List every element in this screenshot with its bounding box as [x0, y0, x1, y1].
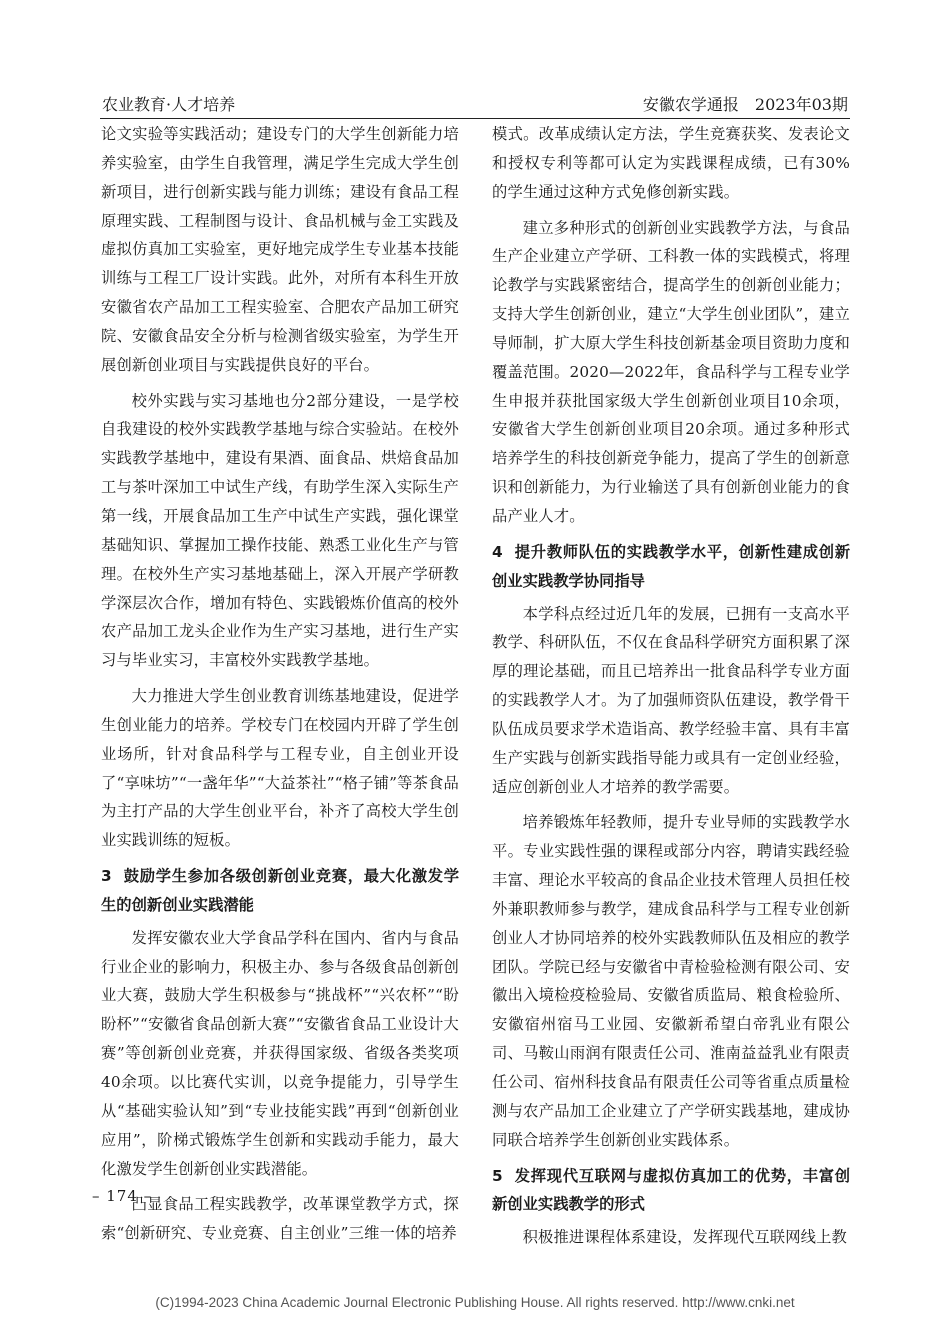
running-header: [100, 92, 850, 119]
section-number: 3: [101, 867, 112, 886]
section-number: 4: [492, 542, 503, 561]
paragraph: 模式。改革成绩认定方法，学生竞赛获奖、发表论文和授权专利等都可认定为实践课程成绩，已有30%的学生通过这种方式免修创新实践。: [492, 125, 850, 201]
paragraph: 凸显食品工程实践教学，改革课堂教学方式，探索“创新研究、专业竞赛、自主创业”三维一体的培养: [101, 1195, 459, 1243]
paragraph: 发挥安徽农业大学食品学科在国内、省内与食品行业企业的影响力，积极主办、参与各级食品创新创业大赛，鼓励大学生积极参与“挑战杯”“兴农杯”“盼盼杯”“安徽省食品创新大赛”“安徽省食品工业设计大赛”等创新创业竞赛，并获得国家级、省级各类奖项40余项。以比赛代实训，以竞争提能力，引导学生从“基础实验认知”到“专业技能实践”再到“创新创业应用”，阶梯式锻炼学生创新和实践动手能力，最大化激发学生创新创业实践潜能。: [101, 928, 459, 1178]
copyright-notice: (C)1994-2023 China Academic Journal Electronic Publishing House. All rights reserved. http://www.cnki.net: [155, 1295, 795, 1310]
section-title: 发挥现代互联网与虚拟仿真加工的优势，丰富创新创业实践教学的形式: [492, 1166, 850, 1214]
section-heading-4: [492, 538, 850, 596]
left-column: [101, 120, 459, 1255]
section-title: 提升教师队伍的实践教学水平，创新性建成创新创业实践教学协同指导: [492, 542, 850, 590]
section-heading-3: [101, 862, 459, 920]
paragraph: 培养锻炼年轻教师，提升专业导师的实践教学水平。专业实践性强的课程或部分内容，聘请实践经验丰富、理论水平较高的食品企业技术管理人员担任校外兼职教师参与教学，建成食品科学与工程专业创新创业人才协同培养的校外实践教师队伍及相应的教学团队。学院已经与安徽省中青检验检测有限公司、安徽出入境检疫检验局、安徽省质监局、粮食检验所、安徽宿州宿马工业园、安徽新希望白帝乳业有限公司、马鞍山雨润有限责任公司、淮南益益乳业有限责任公司、宿州科技食品有限责任公司等省重点质量检测与农产品加工企业建立了产学研实践基地，建成协同联合培养学生创新创业实践体系。: [492, 813, 850, 1149]
paragraph: 论文实验等实践活动；建设专门的大学生创新能力培养实验室，由学生自我管理，满足学生完成大学生创新项目，进行创新实践与能力训练；建设有食品工程原理实践、工程制图与设计、食品机械与金工实践及虚拟仿真加工实验室，更好地完成学生专业基本技能训练与工程工厂设计实践。此外，对所有本科生开放安徽省农产品加工工程实验室、合肥农产品加工研究院、安徽食品安全分析与检测省级实验室，为学生开展创新创业项目与实践提供良好的平台。: [101, 125, 459, 374]
page-number: – 174 –: [92, 1187, 153, 1205]
header-section-title: 农业教育·人才培养: [102, 95, 236, 114]
paragraph: 本学科点经过近几年的发展，已拥有一支高水平教学、科研队伍，不仅在食品科学研究方面积累了深厚的理论基础，而且已培养出一批食品科学专业方面的实践教学人才。为了加强师资队伍建设，教学骨干队伍成员要求学术造诣高、教学经验丰富、具有丰富生产实践与创新实践指导能力或具有一定创业经验，适应创新创业人才培养的教学需要。: [492, 604, 850, 796]
right-column: [492, 120, 850, 1259]
section-number: 5: [492, 1166, 503, 1185]
header-journal-issue: 安徽农学通报 2023年03期: [642, 95, 848, 114]
paragraph: 大力推进大学生创业教育训练基地建设，促进学生创业能力的培养。学校专门在校园内开辟了学生创业场所，针对食品科学与工程专业，自主创业开设了“享味坊”“一盏年华”“大益茶社”“格子铺”等茶食品为主打产品的大学生创业平台，补齐了高校大学生创业实践训练的短板。: [101, 687, 459, 850]
section-title: 鼓励学生参加各级创新创业竞赛，最大化激发学生的创新创业实践潜能: [101, 867, 459, 914]
section-heading-5: [492, 1162, 850, 1220]
paragraph: 校外实践与实习基地也分2部分建设，一是学校自我建设的校外实践教学基地与综合实验站。在校外实践教学基地中，建设有果酒、面食品、烘焙食品加工与茶叶深加工中试生产线，有助学生深入实际生产第一线，开展食品加工生产中试生产实践，强化课堂基础知识、掌握加工操作技能、熟悉工业化生产与管理。在校外生产实习基地基础上，深入开展产学研教学深层次合作，增加有特色、实践锻炼价值高的校外农产品加工龙头企业作为生产实习基地，进行生产实习与毕业实习，丰富校外实践教学基地。: [101, 391, 459, 670]
paragraph: 积极推进课程体系建设，发挥现代互联网线上教: [522, 1228, 847, 1247]
paragraph: 建立多种形式的创新创业实践教学方法，与食品生产企业建立产学研、工科教一体的实践模式，将理论教学与实践紧密结合，提高学生的创新创业能力；支持大学生创新创业，建立“大学生创业团队”，建立导师制，扩大原大学生科技创新基金项目资助力度和覆盖范围。2020—2022年，食品科学与工程专业学生申报并获批国家级大学生创新创业项目10余项，安徽省大学生创新创业项目20余项。通过多种形式培养学生的科技创新竞争能力，提高了学生的创新意识和创新能力，为行业输送了具有创新创业能力的食品产业人才。: [492, 218, 850, 525]
